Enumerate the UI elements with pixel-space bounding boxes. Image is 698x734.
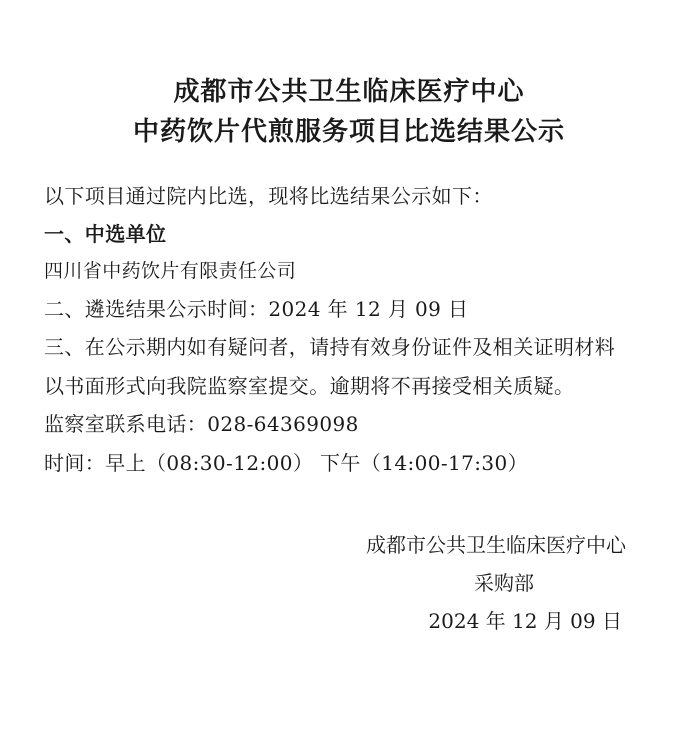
intro-paragraph: 以下项目通过院内比选，现将比选结果公示如下： (44, 183, 493, 208)
document-body (44, 179, 654, 480)
signature-date: 2024 年 12 月 09 日 (428, 609, 622, 633)
section-three-line-2: 以书面形式向我院监察室提交。逾期将不再接受相关质疑。 (44, 373, 575, 398)
section-two: 二、遴选结果公示时间：2024 年 12 月 09 日 (44, 297, 469, 322)
office-hours: 时间：早上（08:30-12:00） 下午（14:00-17:30） (44, 450, 529, 475)
section-three-line-1: 三、在公示期内如有疑问者，请持有效身份证件及相关证明材料 (44, 335, 616, 360)
title-line-2: 中药饮片代煎服务项目比选结果公示 (132, 117, 565, 148)
signature-block (44, 526, 654, 640)
section-one-heading: 一、中选单位 (44, 221, 167, 246)
contact-phone: 监察室联系电话：028-64369098 (44, 412, 359, 437)
document-title (44, 72, 654, 153)
signature-organization: 成都市公共卫生临床医疗中心 (366, 533, 626, 557)
section-one-content: 四川省中药饮片有限责任公司 (44, 260, 297, 283)
signature-department: 采购部 (474, 571, 534, 595)
title-line-1: 成都市公共卫生临床医疗中心 (173, 77, 525, 107)
